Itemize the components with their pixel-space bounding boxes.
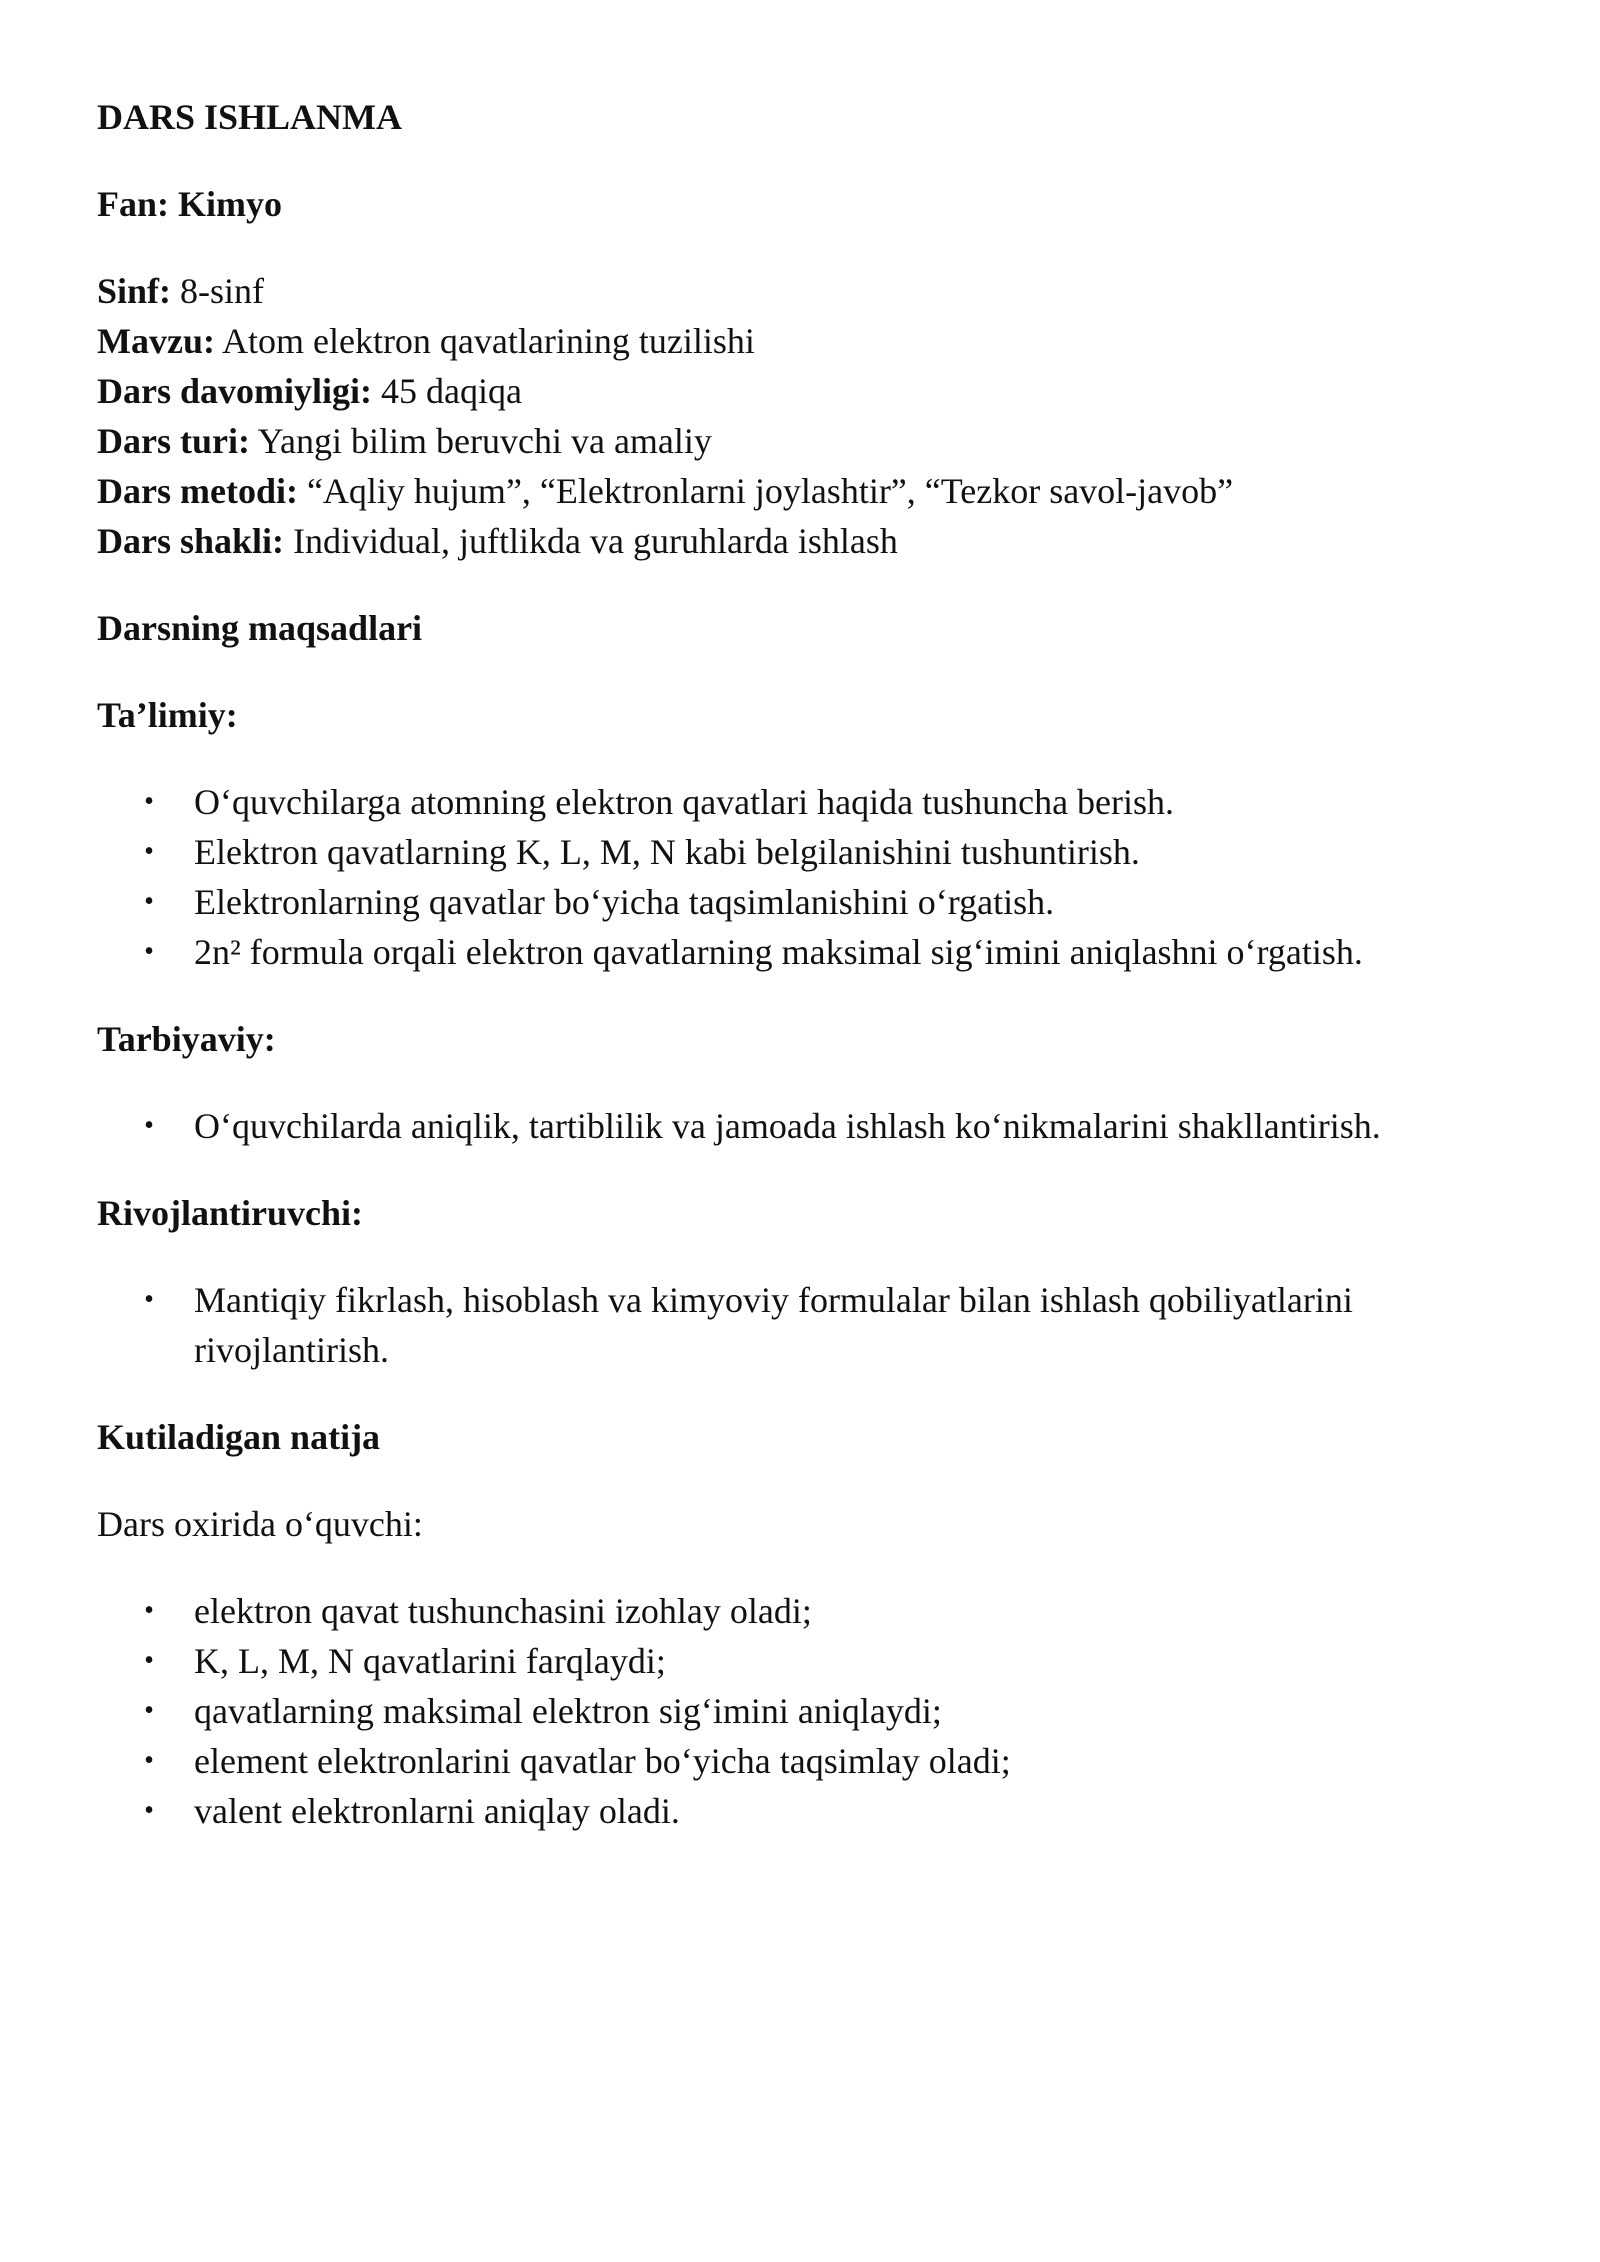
developmental-goals-list <box>97 1275 1517 1375</box>
meta-key: Dars shakli: <box>97 521 285 561</box>
meta-duration <box>97 366 1517 416</box>
list-item <box>97 877 1517 927</box>
list-item-text: Mantiqiy fikrlash, hisoblash va kimyoviy formulalar bilan ishlash qobiliyatlarini rivojlantirish. <box>194 1280 1353 1370</box>
developmental-heading: Rivojlantiruvchi: <box>97 1193 363 1233</box>
list-item <box>97 1586 1517 1636</box>
list-item-text: K, L, M, N qavatlarini farqlaydi; <box>194 1641 666 1681</box>
bullet-icon: • <box>144 1110 154 1141</box>
bullet-icon: • <box>144 1745 154 1776</box>
expected-results-list <box>97 1586 1517 1836</box>
meta-class <box>97 266 1517 316</box>
bullet-icon: • <box>144 1595 154 1626</box>
list-item <box>97 927 1517 977</box>
meta-value: “Aqliy hujum”, “Elektronlarni joylashtir”, “Tezkor savol-javob” <box>297 471 1234 511</box>
bullet-icon: • <box>144 936 154 967</box>
subject-line: Fan: Kimyo <box>97 184 282 224</box>
bullet-icon: • <box>144 886 154 917</box>
list-item-text: elektron qavat tushunchasini izohlay oladi; <box>194 1591 812 1631</box>
list-item-text: 2n² formula orqali elektron qavatlarning maksimal sig‘imini aniqlashni o‘rgatish. <box>194 932 1363 972</box>
bullet-icon: • <box>144 1284 154 1315</box>
meta-value: Yangi bilim beruvchi va amaliy <box>249 421 712 461</box>
list-item <box>97 1101 1517 1151</box>
meta-key: Mavzu: <box>97 321 215 361</box>
lesson-meta <box>97 266 1517 566</box>
meta-key: Dars davomiyligi: <box>97 371 372 411</box>
meta-key: Sinf: <box>97 271 172 311</box>
list-item-text: qavatlarning maksimal elektron sig‘imini aniqlaydi; <box>194 1691 942 1731</box>
educational-heading: Ta’limiy: <box>97 695 238 735</box>
list-item-text: element elektronlarini qavatlar bo‘yicha taqsimlay oladi; <box>194 1741 1011 1781</box>
list-item-text: valent elektronlarni aniqlay oladi. <box>194 1791 680 1831</box>
bullet-icon: • <box>144 786 154 817</box>
educational-goals-list <box>97 777 1517 977</box>
list-item-text: Elektronlarning qavatlar bo‘yicha taqsimlanishini o‘rgatish. <box>194 882 1055 922</box>
list-item <box>97 827 1517 877</box>
meta-key: Dars turi: <box>97 421 250 461</box>
list-item-text: Elektron qavatlarning K, L, M, N kabi belgilanishini tushuntirish. <box>194 832 1140 872</box>
list-item <box>97 777 1517 827</box>
goals-heading: Darsning maqsadlari <box>97 608 423 648</box>
meta-type <box>97 416 1517 466</box>
bullet-icon: • <box>144 1795 154 1826</box>
meta-key: Dars metodi: <box>97 471 298 511</box>
meta-value: 45 daqiqa <box>372 371 522 411</box>
upbringing-goals-list <box>97 1101 1517 1151</box>
list-item <box>97 1786 1517 1836</box>
document-title: DARS ISHLANMA <box>97 97 403 137</box>
list-item <box>97 1275 1517 1375</box>
meta-form <box>97 516 1517 566</box>
meta-value: Atom elektron qavatlarining tuzilishi <box>214 321 755 361</box>
upbringing-heading: Tarbiyaviy: <box>97 1019 276 1059</box>
meta-value: Individual, juftlikda va guruhlarda ishlash <box>284 521 898 561</box>
list-item-text: O‘quvchilarga atomning elektron qavatlari haqida tushuncha berish. <box>194 782 1175 822</box>
expected-result-heading: Kutiladigan natija <box>97 1417 381 1457</box>
bullet-icon: • <box>144 1695 154 1726</box>
document-page <box>97 92 1517 1873</box>
list-item-text: O‘quvchilarda aniqlik, tartiblilik va jamoada ishlash ko‘nikmalarini shakllantirish. <box>194 1106 1381 1146</box>
list-item <box>97 1636 1517 1686</box>
expected-result-intro: Dars oxirida o‘quvchi: <box>97 1504 423 1544</box>
list-item <box>97 1736 1517 1786</box>
meta-value: 8-sinf <box>171 271 265 311</box>
meta-topic <box>97 316 1517 366</box>
bullet-icon: • <box>144 836 154 867</box>
meta-method <box>97 466 1517 516</box>
list-item <box>97 1686 1517 1736</box>
bullet-icon: • <box>144 1645 154 1676</box>
